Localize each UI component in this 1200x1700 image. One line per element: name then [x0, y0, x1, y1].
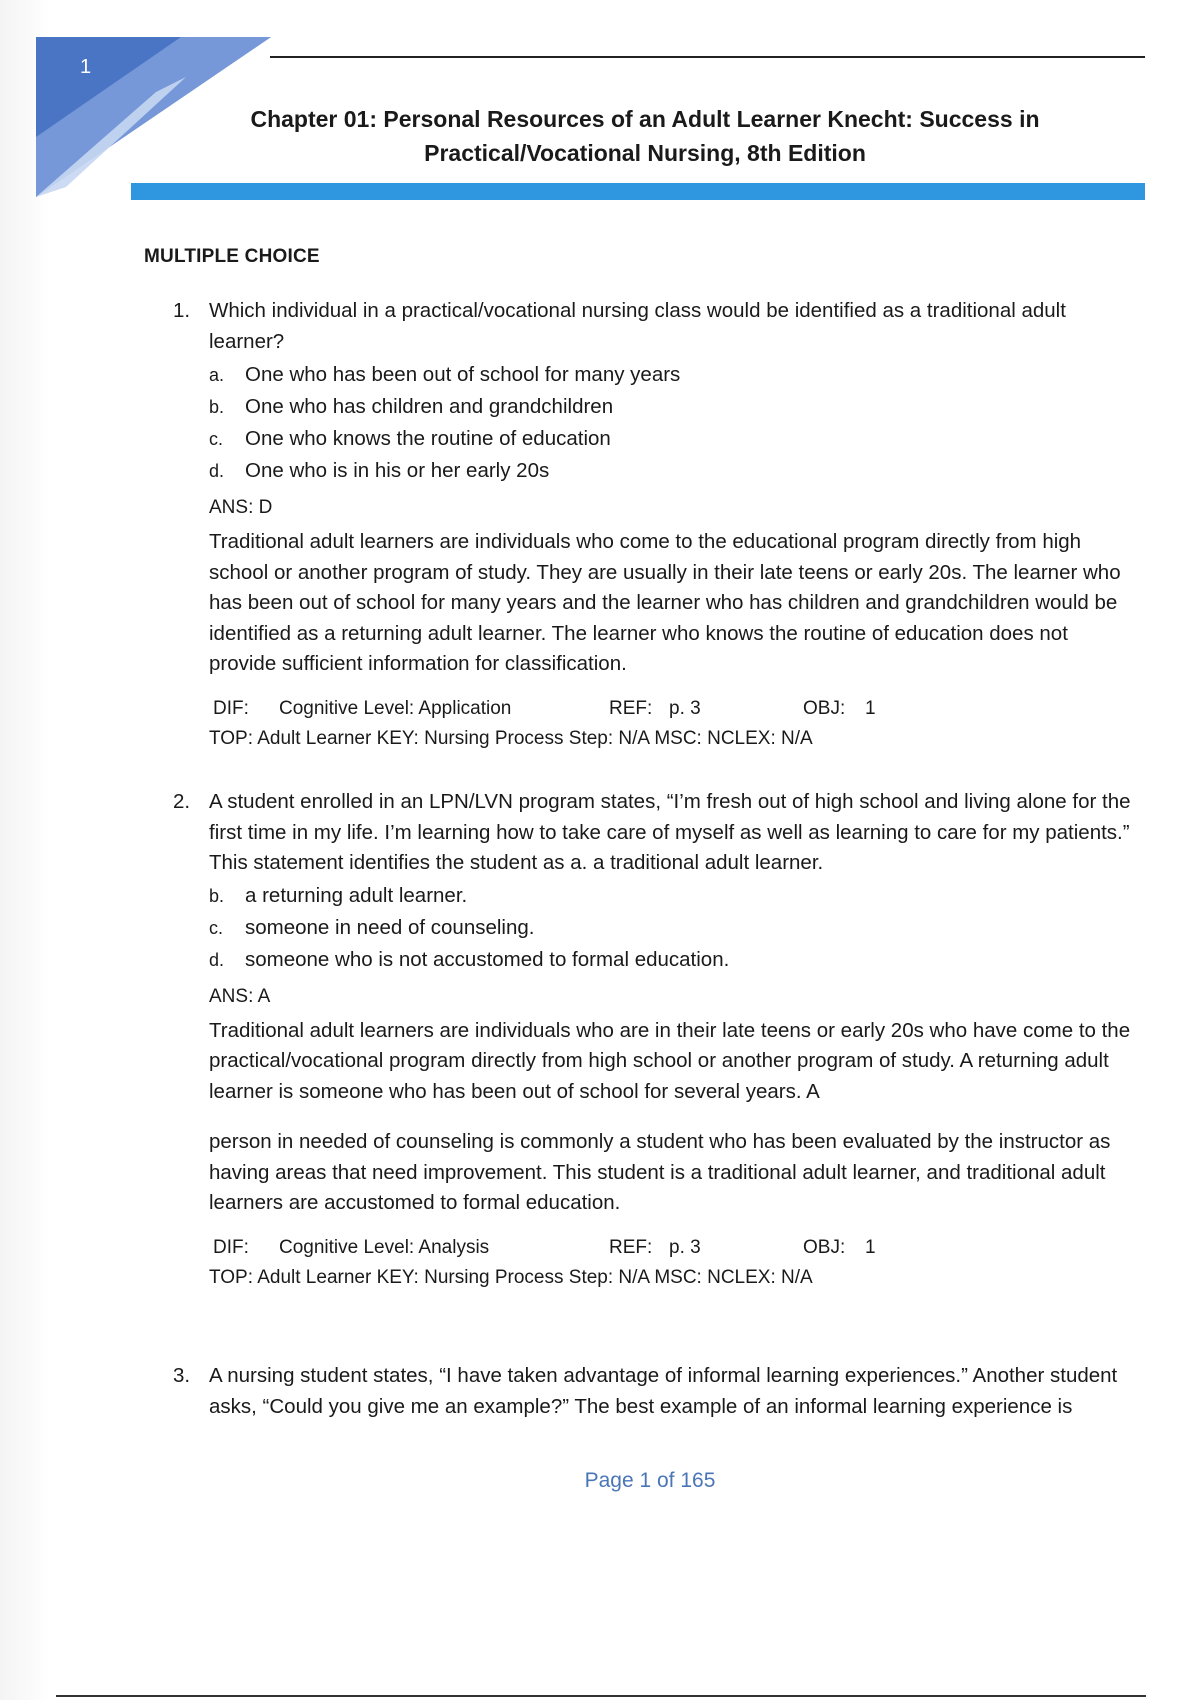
rationale: Traditional adult learners are individuals who are in their late teens or early 20s who have come to the practical/vocational program directly from high school or another program of study. A returning adult learner is someone who has been out of school for several years. A: [209, 1018, 1131, 1103]
question-2: [173, 787, 1133, 1293]
rationale-continued: person in needed of counseling is commonly a student who has been evaluated by the instructor as having areas that need improvement. This student is a traditional adult learner, and traditional adult learners are accustomed to formal education.: [209, 1130, 1111, 1214]
question-text: A student enrolled in an LPN/LVN program states, “I’m fresh out of high school and living alone for the first time in my life. I’m learning how to take care of myself as well as learning to care for my patients.” This statement identifies the student as a. a traditional adult learner.: [209, 790, 1131, 874]
question-metadata: [209, 694, 1133, 754]
rationale: Traditional adult learners are individuals who come to the educational program directly from high school or another program of study. They are usually in their late teens or early 20s. The learner who has been out of school for many years and the learner who has children and grandchildren would be identified as a returning adult learner. The learner who knows the routine of education does not provide sufficient information for classification.: [209, 530, 1121, 675]
question-number: 1.: [173, 299, 191, 322]
answer-key: ANS: A: [209, 985, 271, 1007]
option-c: c. someone in need of counseling.: [209, 915, 535, 939]
option-b: b. a returning adult learner.: [209, 883, 468, 907]
option-b: b. One who has children and grandchildren: [209, 395, 614, 418]
option-list: [209, 880, 1133, 976]
footer-rule: [56, 1695, 1146, 1697]
meta-row-dif: DIF: Cognitive Level: Analysis REF: p. 3 OBJ: 1: [213, 1236, 876, 1258]
page-footer: Page 1 of 165: [584, 1469, 716, 1492]
page-edge-shade: [0, 0, 50, 1700]
meta-row-top: TOP: Adult Learner KEY: Nursing Process Step: N/A MSC: NCLEX: N/A: [209, 727, 813, 749]
question-text: A nursing student states, “I have taken advantage of informal learning experiences.” Another student asks, “Could you give me an example?” The best example of an informal learning experience is: [209, 1364, 1118, 1418]
question-number: 2.: [173, 790, 191, 813]
header-rule: [270, 56, 1145, 58]
option-list: [209, 359, 1133, 487]
section-heading: MULTIPLE CHOICE: [144, 246, 320, 267]
meta-row-top: TOP: Adult Learner KEY: Nursing Process Step: N/A MSC: NCLEX: N/A: [209, 1266, 813, 1288]
option-d: d. someone who is not accustomed to formal education.: [209, 947, 730, 971]
title-underline-bar: [131, 183, 1145, 200]
option-d: d. One who is in his or her early 20s: [209, 459, 550, 482]
chapter-title: Chapter 01: Personal Resources of an Adult Learner Knecht: Success in Practical/Vocational Nursing, 8th Edition: [250, 106, 1040, 166]
option-c: c. One who knows the routine of education: [209, 427, 611, 450]
page-number-badge: 1: [80, 56, 92, 78]
question-3: [173, 1361, 1133, 1422]
meta-row-dif: DIF: Cognitive Level: Application REF: p. 3 OBJ: 1: [213, 697, 876, 719]
question-metadata: [209, 1233, 1133, 1293]
question-number: 3.: [173, 1364, 191, 1387]
option-a: a. One who has been out of school for many years: [209, 363, 681, 386]
question-1: [173, 296, 1133, 754]
question-text: Which individual in a practical/vocational nursing class would be identified as a traditional adult learner?: [209, 299, 1066, 353]
answer-key: ANS: D: [209, 497, 273, 518]
